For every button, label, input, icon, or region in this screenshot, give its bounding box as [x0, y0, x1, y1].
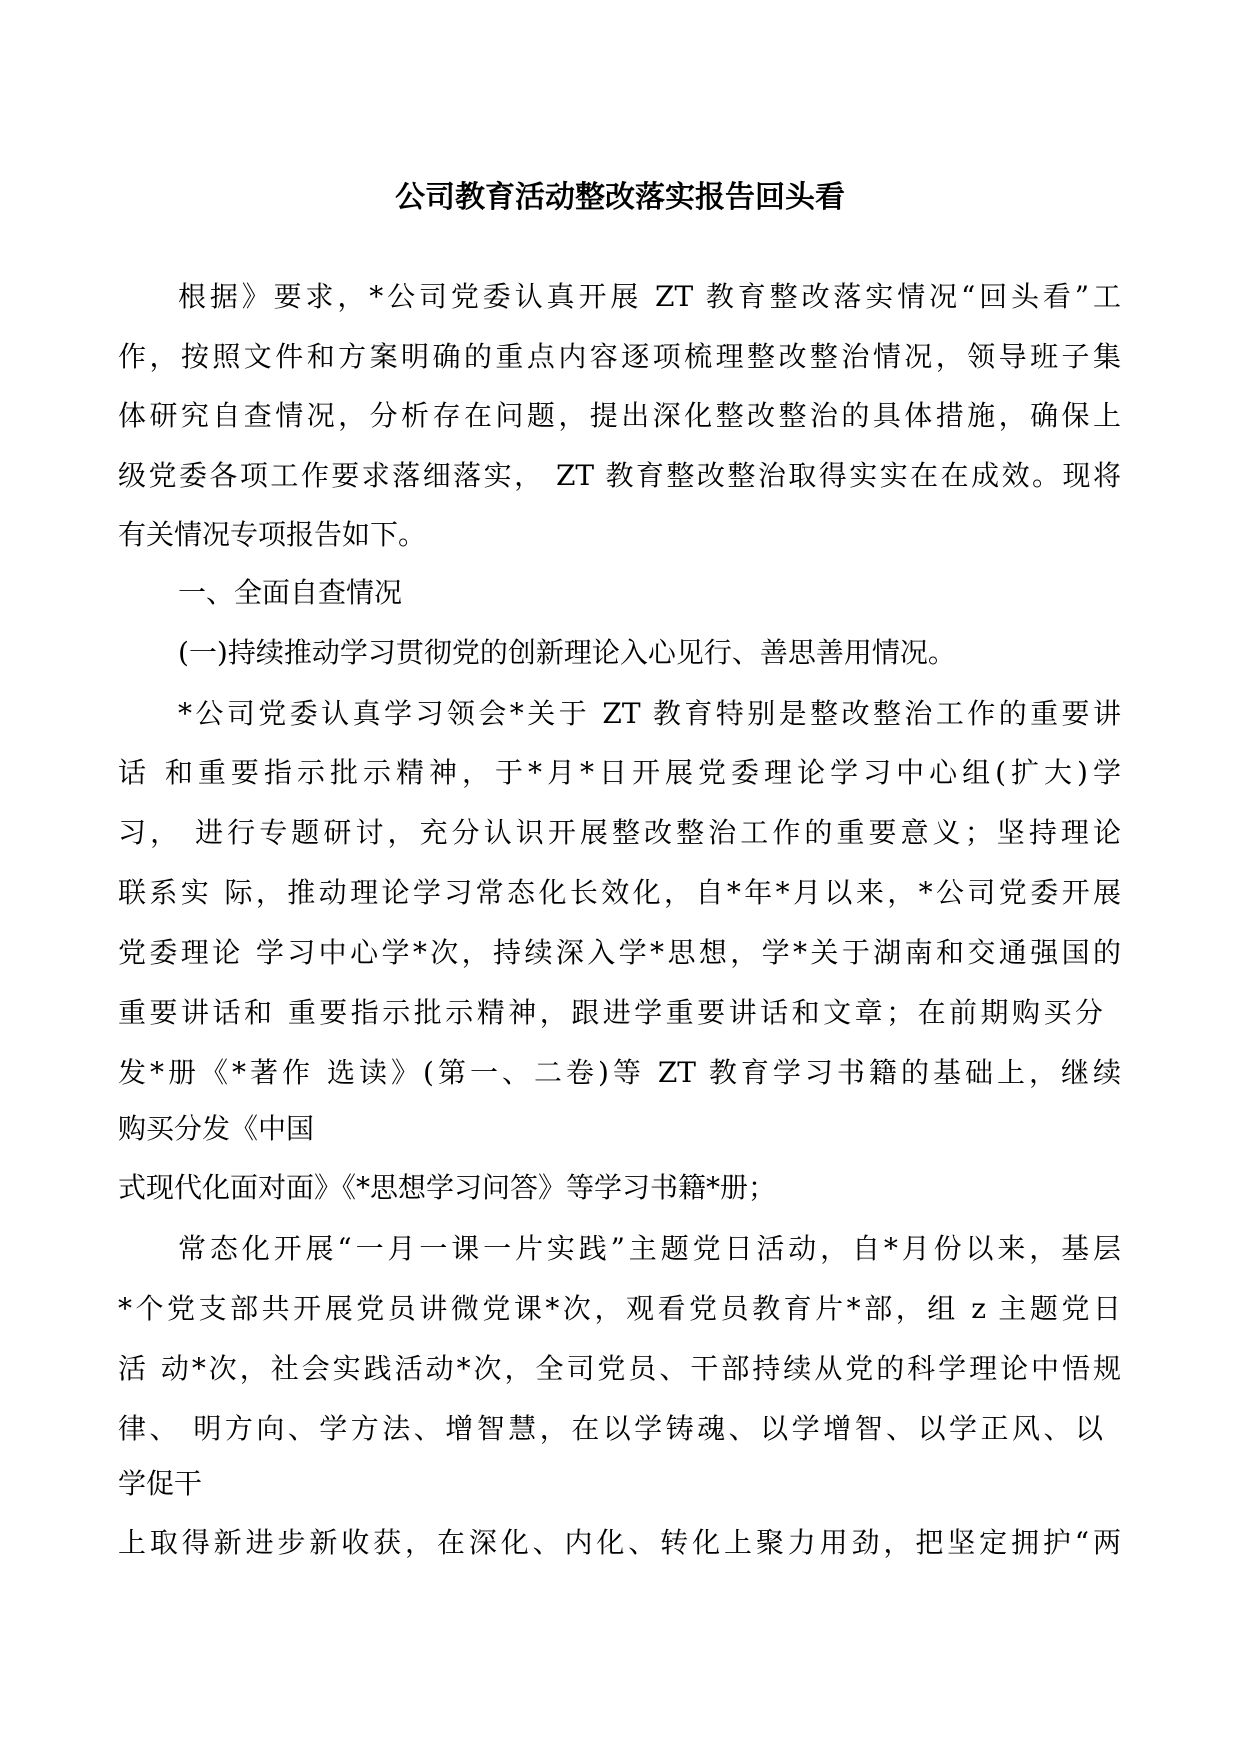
paragraph-line: 话 和重要指示批示精神，于*月*日开展党委理论学习中心组(扩大)学: [118, 756, 1121, 789]
section-heading: 一、全面自查情况: [178, 576, 403, 609]
paragraph-line: 联系实 际，推动理论学习常态化长效化，自*年*月以来，*公司党委开展: [118, 876, 1121, 909]
paragraph-line: 活 动*次，社会实践活动*次，全司党员、干部持续从党的科学理论中悟规: [118, 1352, 1121, 1385]
paragraph-line: 级党委各项工作要求落细落实， ZT 教育整改整治取得实实在在成效。现将: [118, 459, 1121, 492]
paragraph-line: 党委理论 学习中心学*次，持续深入学*思想，学*关于湖南和交通强国的: [118, 936, 1121, 969]
paragraph-line: 式现代化面对面》《*思想学习问答》等学习书籍*册；: [118, 1171, 777, 1204]
paragraph-line: 学促干: [118, 1467, 203, 1500]
paragraph-line: 律、 明方向、学方法、增智慧，在以学铸魂、以学增智、以学正风、以: [118, 1412, 1103, 1445]
paragraph-line: 常态化开展“一月一课一片实践”主题党日活动，自*月份以来，基层: [178, 1232, 1121, 1265]
paragraph-line: 发*册《*著作 选读》(第一、二卷)等 ZT 教育学习书籍的基础上，继续: [118, 1056, 1121, 1089]
paragraph-line: 根据》要求，*公司党委认真开展 ZT 教育整改落实情况“回头看”工: [178, 280, 1121, 313]
paragraph-line: 重要讲话和 重要指示批示精神，跟进学重要讲话和文章；在前期购买分: [118, 996, 1103, 1029]
paragraph-line: *公司党委认真学习领会*关于 ZT 教育特别是整改整治工作的重要讲: [178, 697, 1121, 730]
document-title: 公司教育活动整改落实报告回头看: [395, 180, 845, 215]
paragraph-line: 体研究自查情况，分析存在问题，提出深化整改整治的具体措施，确保上: [118, 399, 1121, 432]
paragraph-line: 有关情况专项报告如下。: [118, 518, 427, 551]
paragraph-line: 购买分发《中国: [118, 1112, 315, 1145]
paragraph-line: 习， 进行专题研讨，充分认识开展整改整治工作的重要意义；坚持理论: [118, 816, 1121, 849]
paragraph-line: 作，按照文件和方案明确的重点内容逐项梳理整改整治情况，领导班子集: [118, 340, 1121, 373]
paragraph-line: 上取得新进步新收获，在深化、内化、转化上聚力用劲，把坚定拥护“两: [118, 1526, 1121, 1559]
subsection-heading: (一)持续推动学习贯彻党的创新理论入心见行、善思善用情况。: [178, 636, 956, 669]
paragraph-line: *个党支部共开展党员讲微党课*次，观看党员教育片*部，组 z 主题党日: [118, 1292, 1121, 1325]
